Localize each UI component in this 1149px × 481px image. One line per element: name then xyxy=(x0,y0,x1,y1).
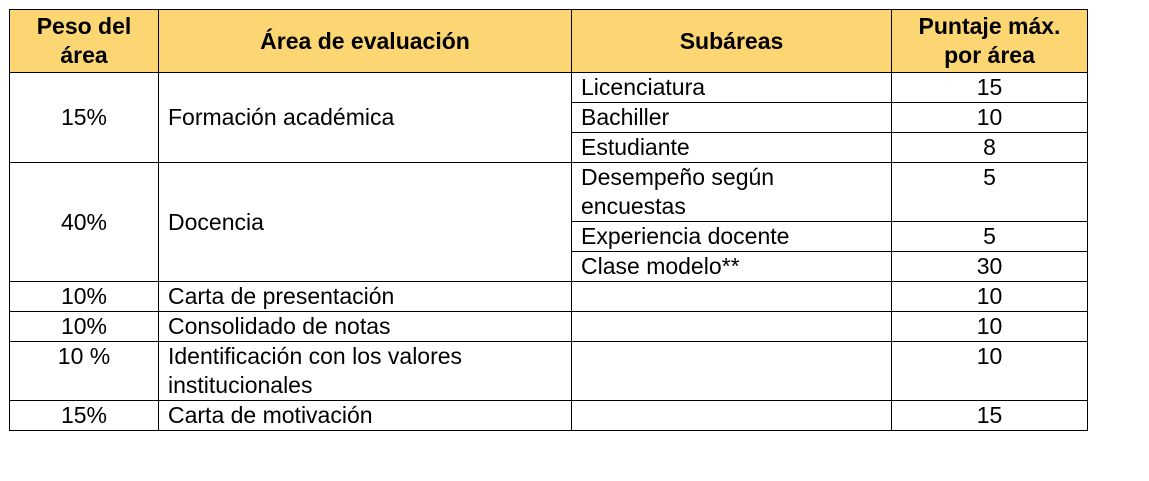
subarea-cell: Experiencia docente xyxy=(572,222,892,252)
header-area: Área de evaluación xyxy=(159,10,572,73)
subarea-cell: Desempeño según encuestas xyxy=(572,163,892,222)
table-row xyxy=(10,163,1088,222)
area-cell: Carta de presentación xyxy=(159,282,572,312)
header-row xyxy=(10,10,1088,73)
area-cell: Formación académica xyxy=(159,73,572,163)
score-cell: 5 xyxy=(892,163,1088,222)
table-row xyxy=(10,73,1088,103)
subarea-cell: Licenciatura xyxy=(572,73,892,103)
area-cell: Identificación con los valores institucionales xyxy=(159,342,572,401)
score-cell: 30 xyxy=(892,252,1088,282)
subarea-cell xyxy=(572,312,892,342)
score-cell: 15 xyxy=(892,73,1088,103)
peso-cell: 40% xyxy=(10,163,159,282)
header-puntaje: Puntaje máx. por área xyxy=(892,10,1088,73)
area-cell: Consolidado de notas xyxy=(159,312,572,342)
table-row xyxy=(10,282,1088,312)
peso-cell: 15% xyxy=(10,73,159,163)
subarea-cell: Clase modelo** xyxy=(572,252,892,282)
score-cell: 15 xyxy=(892,401,1088,431)
table-row xyxy=(10,342,1088,401)
subarea-cell xyxy=(572,282,892,312)
evaluation-table xyxy=(9,9,1088,431)
score-cell: 10 xyxy=(892,103,1088,133)
header-peso: Peso del área xyxy=(10,10,159,73)
table-row xyxy=(10,312,1088,342)
subarea-cell xyxy=(572,342,892,401)
peso-cell: 15% xyxy=(10,401,159,431)
table-row xyxy=(10,401,1088,431)
score-cell: 10 xyxy=(892,342,1088,401)
peso-cell: 10% xyxy=(10,282,159,312)
score-cell: 10 xyxy=(892,312,1088,342)
score-cell: 10 xyxy=(892,282,1088,312)
subarea-cell: Bachiller xyxy=(572,103,892,133)
header-subareas: Subáreas xyxy=(572,10,892,73)
peso-cell: 10% xyxy=(10,312,159,342)
score-cell: 8 xyxy=(892,133,1088,163)
subarea-cell: Estudiante xyxy=(572,133,892,163)
area-cell: Carta de motivación xyxy=(159,401,572,431)
subarea-cell xyxy=(572,401,892,431)
peso-cell: 10 % xyxy=(10,342,159,401)
area-cell: Docencia xyxy=(159,163,572,282)
score-cell: 5 xyxy=(892,222,1088,252)
